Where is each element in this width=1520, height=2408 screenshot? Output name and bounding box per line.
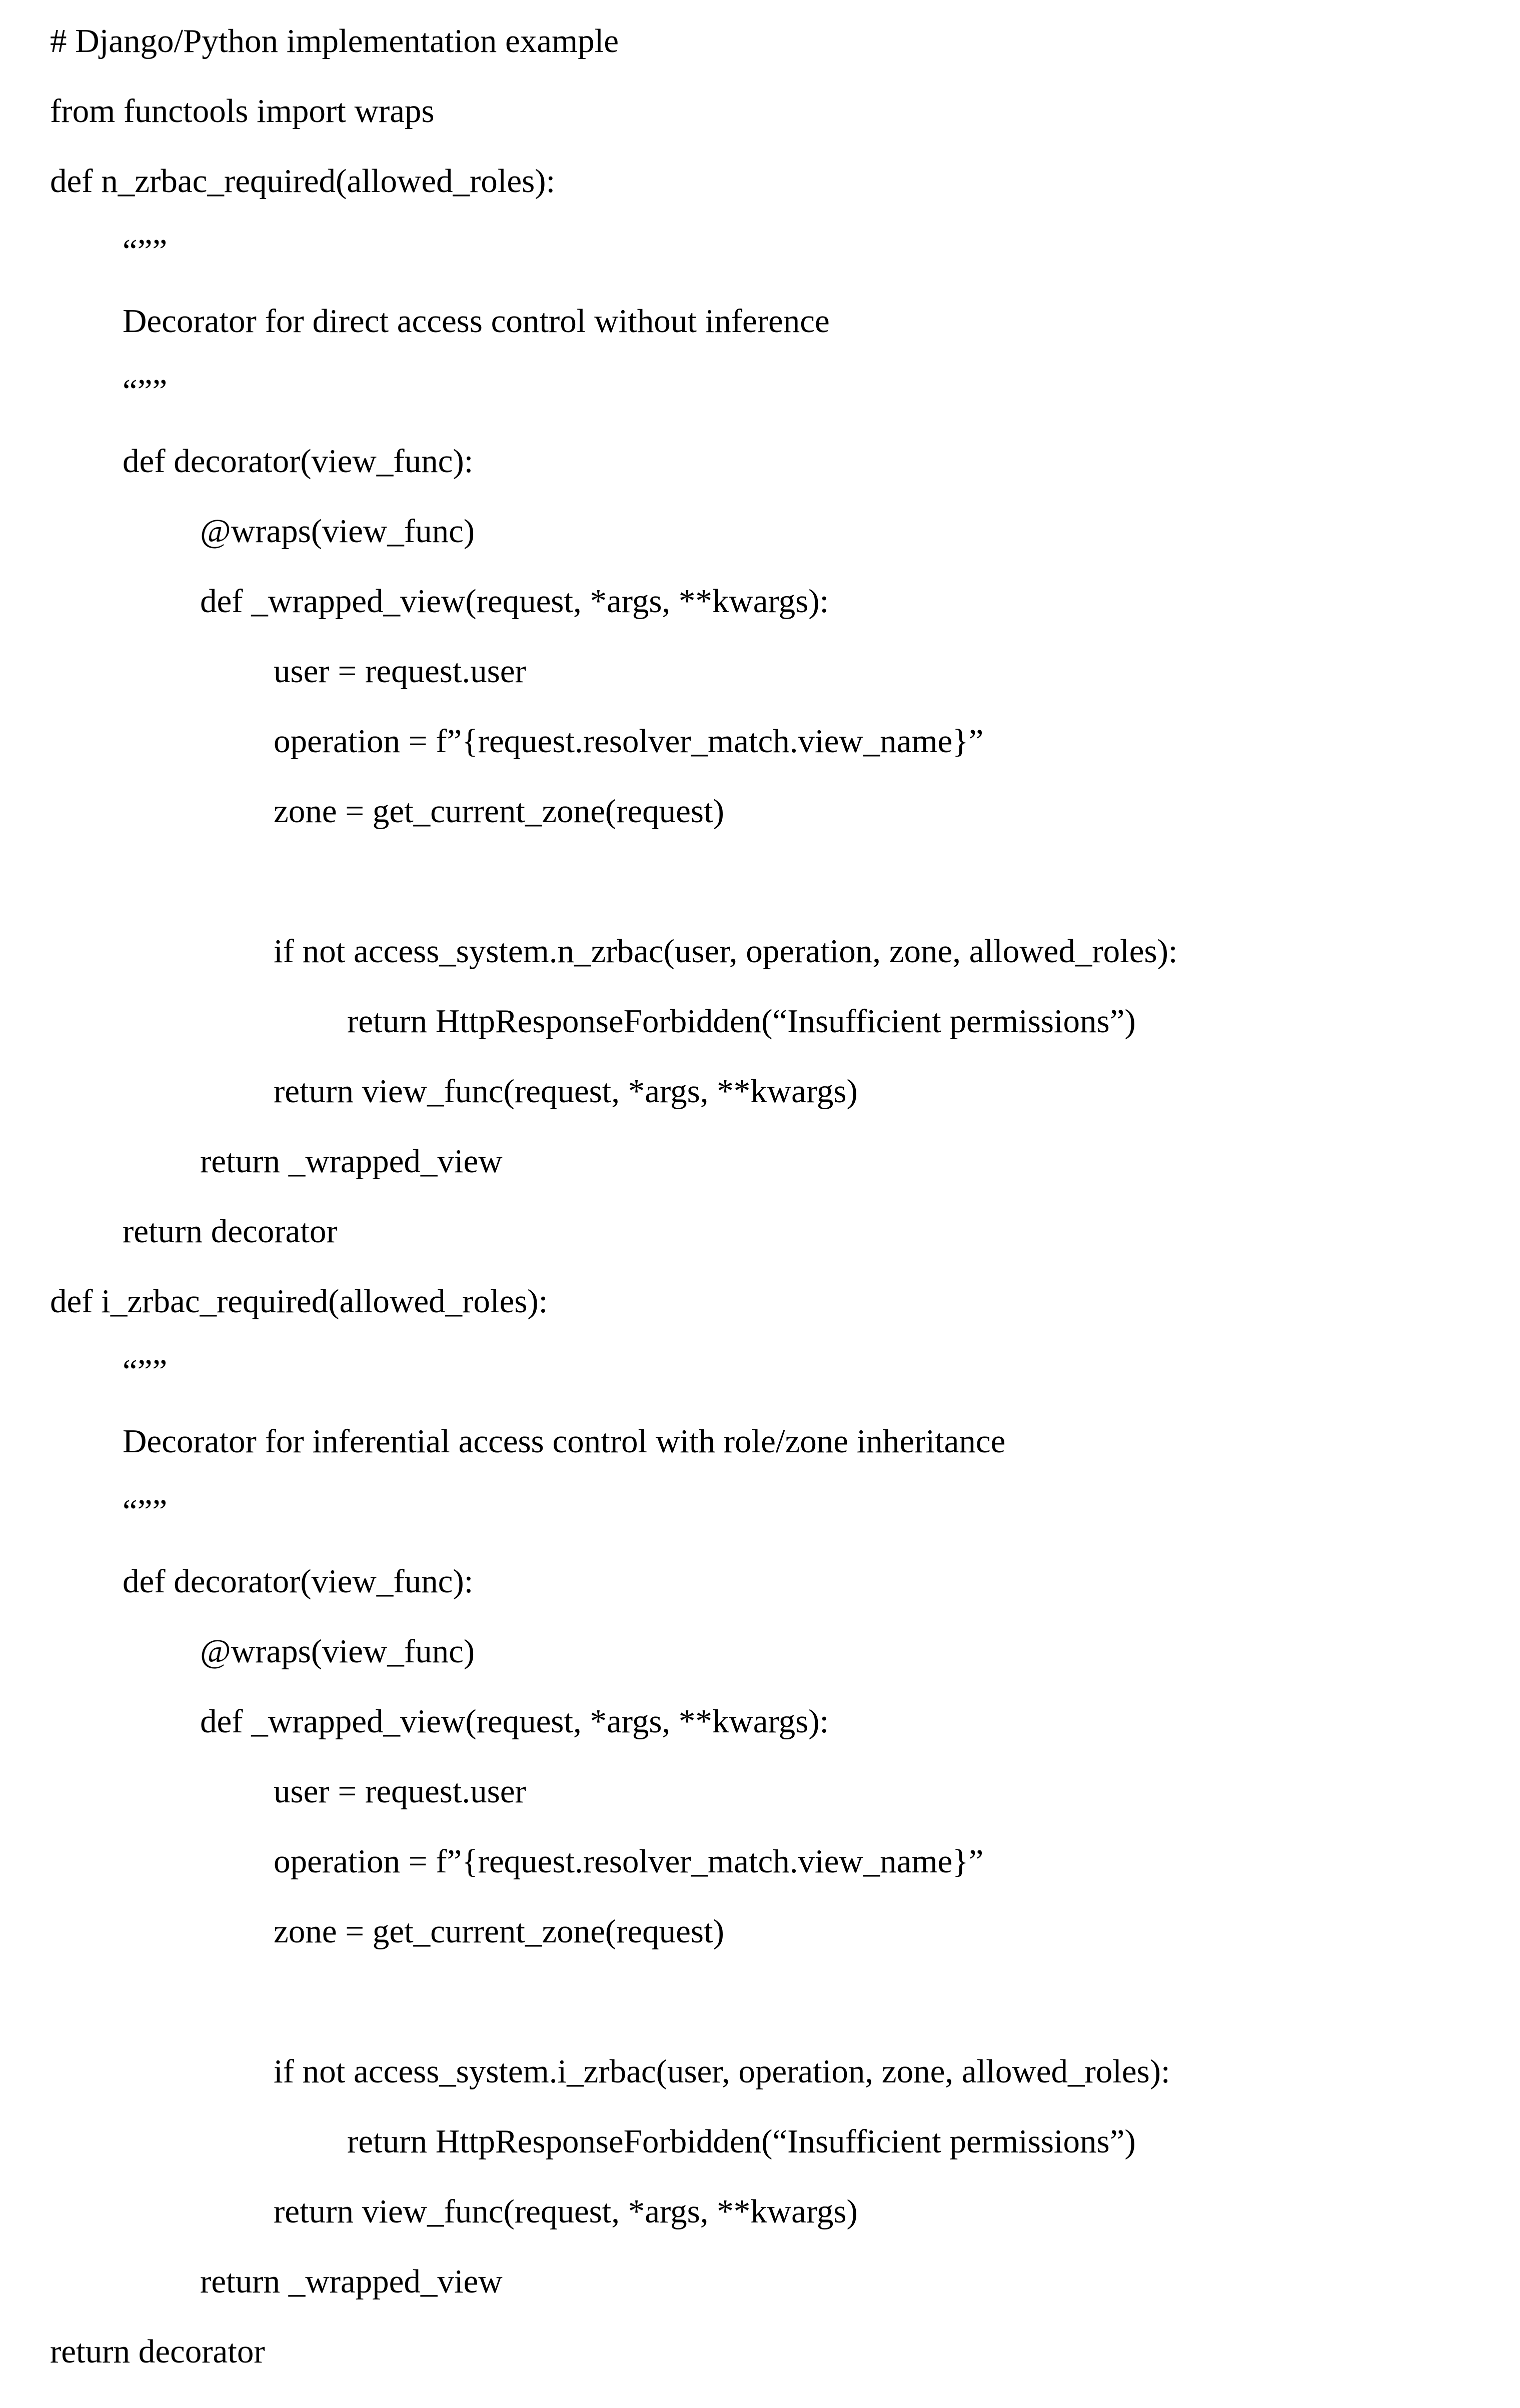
code-line: zone = get_current_zone(request) (274, 793, 724, 830)
code-line: return HttpResponseForbidden(“Insufficient permissions”) (347, 2123, 1136, 2160)
code-line: return _wrapped_view (200, 2263, 503, 2300)
code-line: “”” (123, 1493, 168, 1530)
code-line: def decorator(view_func): (123, 443, 474, 480)
code-line: “”” (123, 1353, 168, 1390)
code-line: return view_func(request, *args, **kwargs) (274, 1073, 858, 1110)
code-line: return decorator (123, 1213, 338, 1250)
code-line: zone = get_current_zone(request) (274, 1913, 724, 1950)
code-line: “”” (123, 233, 168, 270)
code-line: Decorator for direct access control without inference (123, 303, 830, 340)
code-line: return _wrapped_view (200, 1143, 503, 1180)
code-line: @wraps(view_func) (200, 1633, 475, 1670)
code-line: if not access_system.i_zrbac(user, operation, zone, allowed_roles): (274, 2053, 1170, 2090)
code-line: def i_zrbac_required(allowed_roles): (50, 1283, 548, 1320)
code-line: return view_func(request, *args, **kwargs) (274, 2193, 858, 2230)
code-line: def _wrapped_view(request, *args, **kwargs): (200, 1703, 829, 1740)
code-line: def _wrapped_view(request, *args, **kwargs): (200, 583, 829, 620)
code-line-blank (0, 1966, 1520, 2036)
code-line: return decorator (50, 2333, 265, 2370)
code-line: from functools import wraps (50, 93, 435, 130)
code-line: @wraps(view_func) (200, 513, 475, 550)
code-line: def decorator(view_func): (123, 1563, 474, 1600)
code-line: # Django/Python implementation example (50, 23, 619, 60)
code-line: “”” (123, 373, 168, 410)
code-line: operation = f”{request.resolver_match.view_name}” (274, 1843, 984, 1880)
code-line: user = request.user (274, 653, 526, 690)
code-line: user = request.user (274, 1773, 526, 1810)
code-line-blank (0, 846, 1520, 916)
code-line: if not access_system.n_zrbac(user, operation, zone, allowed_roles): (274, 933, 1178, 970)
code-line: def n_zrbac_required(allowed_roles): (50, 163, 556, 200)
code-line: Decorator for inferential access control with role/zone inheritance (123, 1423, 1006, 1460)
code-line: return HttpResponseForbidden(“Insufficient permissions”) (347, 1003, 1136, 1040)
code-line: operation = f”{request.resolver_match.view_name}” (274, 723, 984, 760)
